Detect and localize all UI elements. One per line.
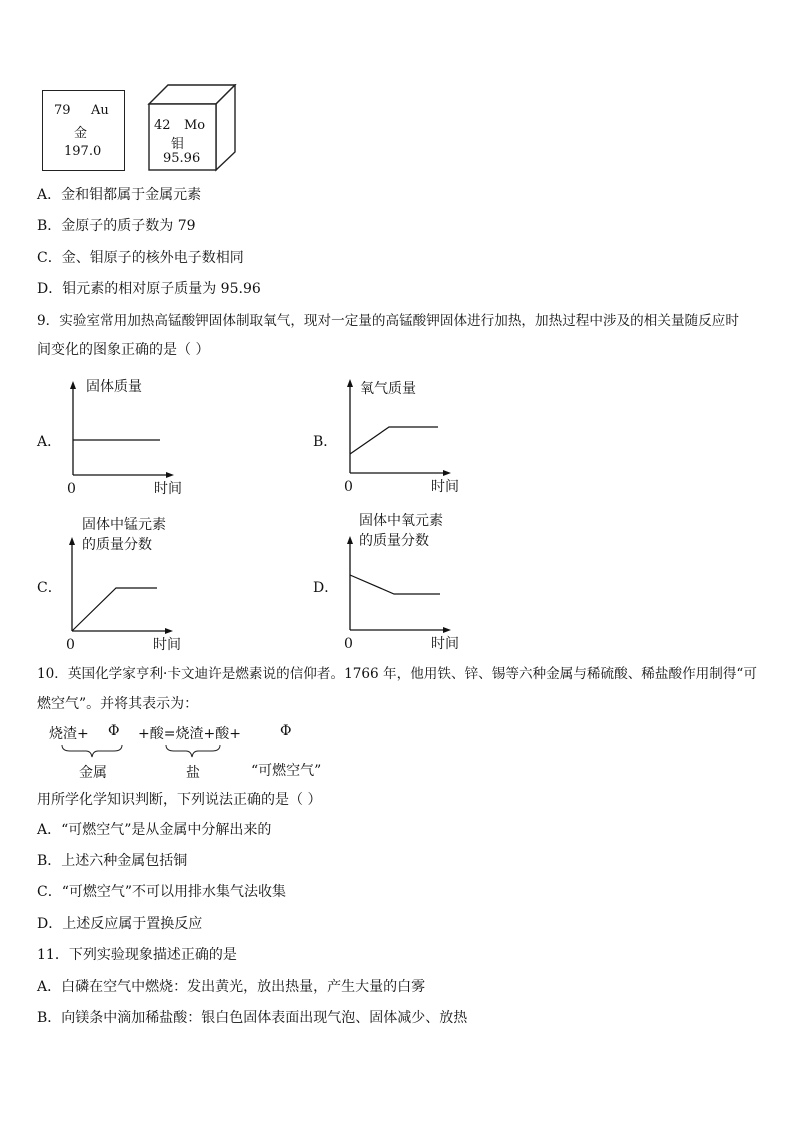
q11-option-b: B．向镁条中滴加稀盐酸：银白色固体表面出现气泡、固体减少、放热 <box>37 1010 468 1026</box>
eq-part2: +酸=烧渣+酸+ <box>138 726 241 742</box>
gold-name: 金 <box>74 126 88 141</box>
graph-d-ylabel-line2: 的质量分数 <box>359 533 429 549</box>
q11-stem: 11．下列实验现象描述正确的是 <box>37 947 237 963</box>
gold-element-card <box>42 90 125 171</box>
eq-phi1: Φ <box>108 723 120 739</box>
graph-d-curve <box>350 575 440 594</box>
q8-option-b: B．金原子的质子数为 79 <box>37 218 196 234</box>
graph-c-curve <box>72 588 157 631</box>
molybdenum-atomic-number: 42 <box>154 118 171 133</box>
graph-b-curve <box>350 427 438 454</box>
q10-option-d: D．上述反应属于置换反应 <box>37 916 203 932</box>
graph-a-ylabel: 固体质量 <box>86 379 142 395</box>
graph-c-letter: C． <box>37 580 62 596</box>
graph-d-xlabel: 时间 <box>431 636 459 652</box>
q9-stem-line2: 间变化的图象正确的是（ ） <box>37 342 210 358</box>
graph-b-origin: 0 <box>344 479 353 495</box>
graph-a-origin: 0 <box>67 481 76 497</box>
q8-option-a: A．金和钼都属于金属元素 <box>37 187 202 203</box>
graph-b <box>343 378 453 478</box>
molybdenum-name: 钼 <box>171 137 185 152</box>
q10-stem-line1: 10．英国化学家亨利·卡文迪许是燃素说的信仰者。1766 年，他用铁、锌、锡等六种金属与稀硫酸、稀盐酸作用制得“可 <box>37 666 757 682</box>
graph-c-ylabel-line2: 的质量分数 <box>82 537 152 553</box>
eq-phi2: Φ <box>280 723 292 739</box>
brace-label-metal: 金属 <box>79 765 107 781</box>
q10-stem-line2: 燃空气”。并将其表示为： <box>37 696 199 712</box>
q10-option-a: A．“可燃空气”是从金属中分解出来的 <box>37 822 272 838</box>
label-flammable-air: “可燃空气” <box>251 763 322 779</box>
graph-a-letter: A． <box>37 434 62 450</box>
graph-c-ylabel-line1: 固体中锰元素 <box>82 517 166 533</box>
graph-d <box>343 535 453 635</box>
gold-atomic-number: 79 <box>54 103 71 118</box>
eq-braces <box>60 744 240 760</box>
q10-option-c: C．“可燃空气”不可以用排水集气法收集 <box>37 884 287 900</box>
q8-option-c: C．金、钼原子的核外电子数相同 <box>37 250 244 266</box>
brace-label-salt: 盐 <box>186 765 200 781</box>
graph-a-xlabel: 时间 <box>154 481 182 497</box>
graph-c-origin: 0 <box>66 637 75 653</box>
graph-b-xlabel: 时间 <box>431 479 459 495</box>
gold-symbol: Au <box>91 103 109 118</box>
gold-atomic-mass: 197.0 <box>64 144 102 159</box>
graph-b-letter: B． <box>313 434 338 450</box>
graph-c <box>65 536 175 636</box>
q11-option-a: A．白磷在空气中燃烧：发出黄光，放出热量，产生大量的白雾 <box>37 979 426 995</box>
graph-c-xlabel: 时间 <box>153 637 181 653</box>
q8-option-d: D．钼元素的相对原子质量为 95.96 <box>37 281 261 297</box>
molybdenum-symbol: Mo <box>184 118 206 133</box>
molybdenum-element-card <box>149 104 216 170</box>
eq-part1: 烧渣+ <box>49 726 89 742</box>
graph-d-ylabel-line1: 固体中氧元素 <box>359 513 443 529</box>
graph-d-letter: D． <box>313 580 339 596</box>
graph-b-ylabel: 氧气质量 <box>360 381 416 397</box>
molybdenum-atomic-mass: 95.96 <box>163 151 201 166</box>
q9-stem-line1: 9．实验室常用加热高锰酸钾固体制取氧气，现对一定量的高锰酸钾固体进行加热，加热过程中涉及的相关量随反应时 <box>37 313 739 329</box>
graph-a <box>66 380 176 480</box>
graph-d-origin: 0 <box>344 636 353 652</box>
q10-option-b: B．上述六种金属包括铜 <box>37 853 188 869</box>
q10-prompt: 用所学化学知识判断，下列说法正确的是（ ） <box>37 792 322 808</box>
